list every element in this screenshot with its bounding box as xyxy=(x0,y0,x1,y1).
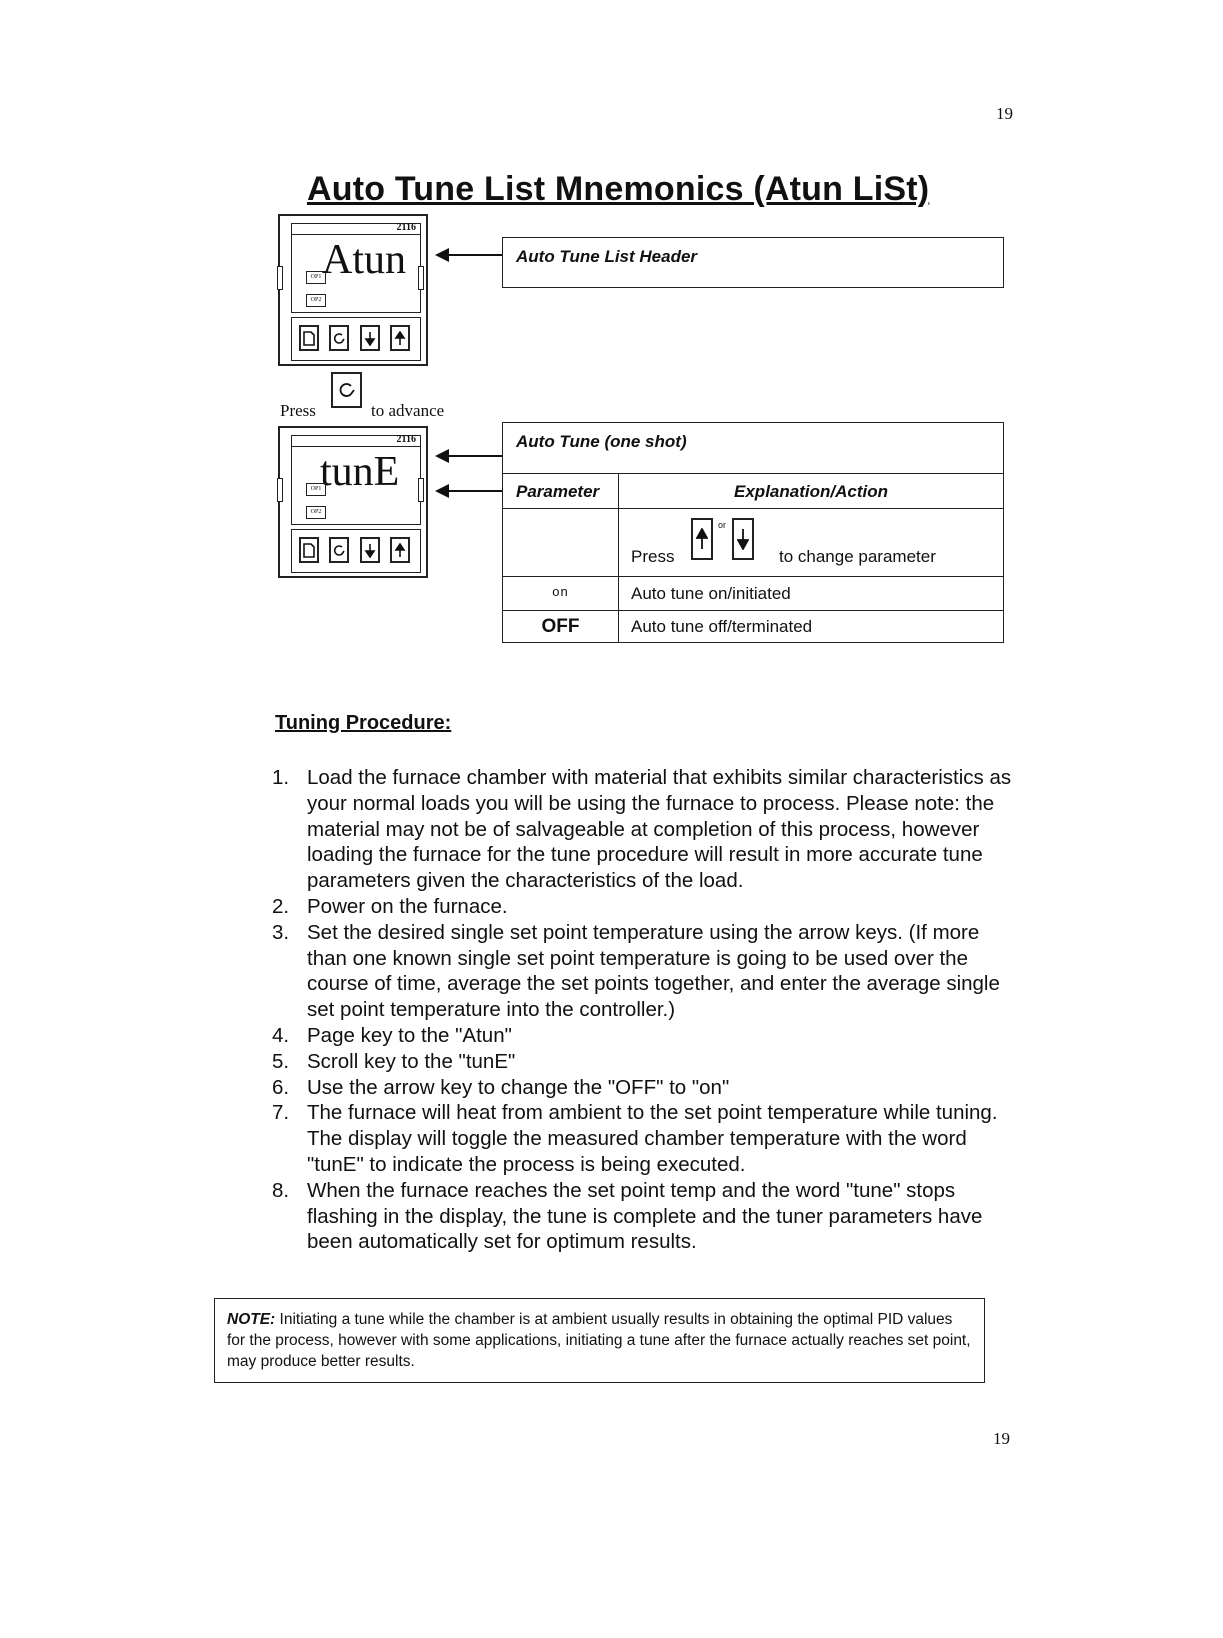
page-key-icon xyxy=(299,537,319,563)
list-item xyxy=(272,1178,1012,1255)
parameter-table xyxy=(502,422,1004,642)
page-number-bottom: 19 xyxy=(993,1429,1010,1448)
step-number: 2. xyxy=(272,894,290,918)
step-number: 1. xyxy=(272,766,290,789)
up-key-icon xyxy=(390,537,410,563)
step-number: 7. xyxy=(272,1101,290,1125)
pointer-arrow xyxy=(447,254,503,256)
step-number: 8. xyxy=(272,1178,290,1202)
or-label: or xyxy=(718,520,727,530)
step-text: When the furnace reaches the set point temp and the word "tune" stops flashing in the display, the tune is complete and the tuner parameters have been automatically set for optimum results. xyxy=(307,1178,983,1254)
list-item xyxy=(272,1100,1012,1177)
op1-indicator: OP1 xyxy=(306,271,326,284)
list-item xyxy=(272,1075,1012,1101)
step-text: Scroll key to the "tunE" xyxy=(307,1049,516,1073)
note-text: Initiating a tune while the chamber is at ambient usually results in obtaining the optimal PID values for the process, however with some applications, initiating a tune after the furnace actually reaches set point, may produce better results. xyxy=(227,1311,971,1370)
param-cell-on xyxy=(502,576,619,611)
step-text: Use the arrow key to change the "OFF" to "on" xyxy=(307,1075,730,1099)
parameter-title-row xyxy=(502,422,1004,474)
step-number: 3. xyxy=(272,920,290,944)
list-item xyxy=(272,920,1012,1023)
procedure-heading: Tuning Procedure: xyxy=(275,712,452,734)
pointer-arrow xyxy=(447,490,503,492)
controller-model: 2116 xyxy=(396,222,416,233)
down-key-icon xyxy=(360,537,380,563)
op1-indicator: OP1 xyxy=(306,483,326,496)
col-header-explanation-label: Explanation/Action xyxy=(734,482,888,501)
controller-atun xyxy=(278,214,428,366)
list-item xyxy=(272,765,1012,894)
scroll-key-icon xyxy=(329,537,349,563)
step-number: 6. xyxy=(272,1075,290,1099)
step-text: Set the desired single set point temperature using the arrow keys. (If more than one known single set point temperature is going to be used over the course of time, average the set points together, and enter the average single set point temperature into the controller.) xyxy=(307,920,1000,1022)
page-key-icon xyxy=(299,325,319,351)
list-header-box xyxy=(502,237,1004,288)
step-text: Page key to the "Atun" xyxy=(307,1023,512,1047)
note-label: NOTE: xyxy=(227,1311,276,1328)
list-header-label: Auto Tune List Header xyxy=(516,247,698,266)
page-title: Auto Tune List Mnemonics (Atun LiSt) xyxy=(307,170,930,208)
action-text-off: Auto tune off/terminated xyxy=(631,617,813,636)
col-header-parameter xyxy=(502,473,619,509)
controller-display: Atun xyxy=(322,237,406,283)
step-text: Power on the furnace. xyxy=(307,894,508,918)
list-item xyxy=(272,894,1012,920)
op2-indicator: OP2 xyxy=(306,294,326,307)
step-text: The furnace will heat from ambient to the set point temperature while tuning. The display will toggle the measured chamber temperature with the word "tunE" to indicate the process is being executed. xyxy=(307,1101,998,1176)
down-key-icon xyxy=(360,325,380,351)
note-box xyxy=(214,1298,985,1383)
col-header-explanation xyxy=(618,473,1004,509)
page-number-top: 19 xyxy=(996,104,1013,123)
param-value-on: on xyxy=(552,584,569,599)
param-cell-off xyxy=(502,610,619,643)
col-header-parameter-label: Parameter xyxy=(516,482,600,501)
action-cell-on xyxy=(618,576,1004,611)
action-text-on: Auto tune on/initiated xyxy=(631,584,791,603)
step-number: 4. xyxy=(272,1023,290,1047)
press-label: Press xyxy=(280,401,316,420)
step-text: Load the furnace chamber with material that exhibits similar characteristics as your normal loads you will be using the furnace to process. Please note: the material may not be of salvageable at completion of this process, however loading the furnace for the tune procedure will result in more accurate tune parameters given the characteristics of the load. xyxy=(307,766,1012,893)
press-label: Press xyxy=(631,547,675,566)
param-value-off: OFF xyxy=(541,616,580,637)
list-item xyxy=(272,1049,1012,1075)
controller-model: 2116 xyxy=(396,434,416,445)
controller-tune xyxy=(278,426,428,578)
to-advance-label: to advance xyxy=(371,401,445,420)
change-parameter-label: to change parameter xyxy=(779,547,936,566)
controller-display: tunE xyxy=(320,449,400,495)
op2-indicator: OP2 xyxy=(306,506,326,519)
up-key-icon xyxy=(390,325,410,351)
step-number: 5. xyxy=(272,1049,290,1073)
scroll-key-icon xyxy=(329,325,349,351)
down-arrow-key-icon xyxy=(732,518,754,560)
up-arrow-key-icon xyxy=(691,518,713,560)
procedure-list xyxy=(272,765,1012,1255)
list-item xyxy=(272,1023,1012,1049)
scroll-key-icon xyxy=(331,372,362,408)
action-cell-off xyxy=(618,610,1004,643)
pointer-arrow xyxy=(447,455,503,457)
parameter-title: Auto Tune (one shot) xyxy=(516,432,687,451)
press-row-param-cell xyxy=(502,508,619,577)
press-row-action-cell xyxy=(618,508,1004,577)
